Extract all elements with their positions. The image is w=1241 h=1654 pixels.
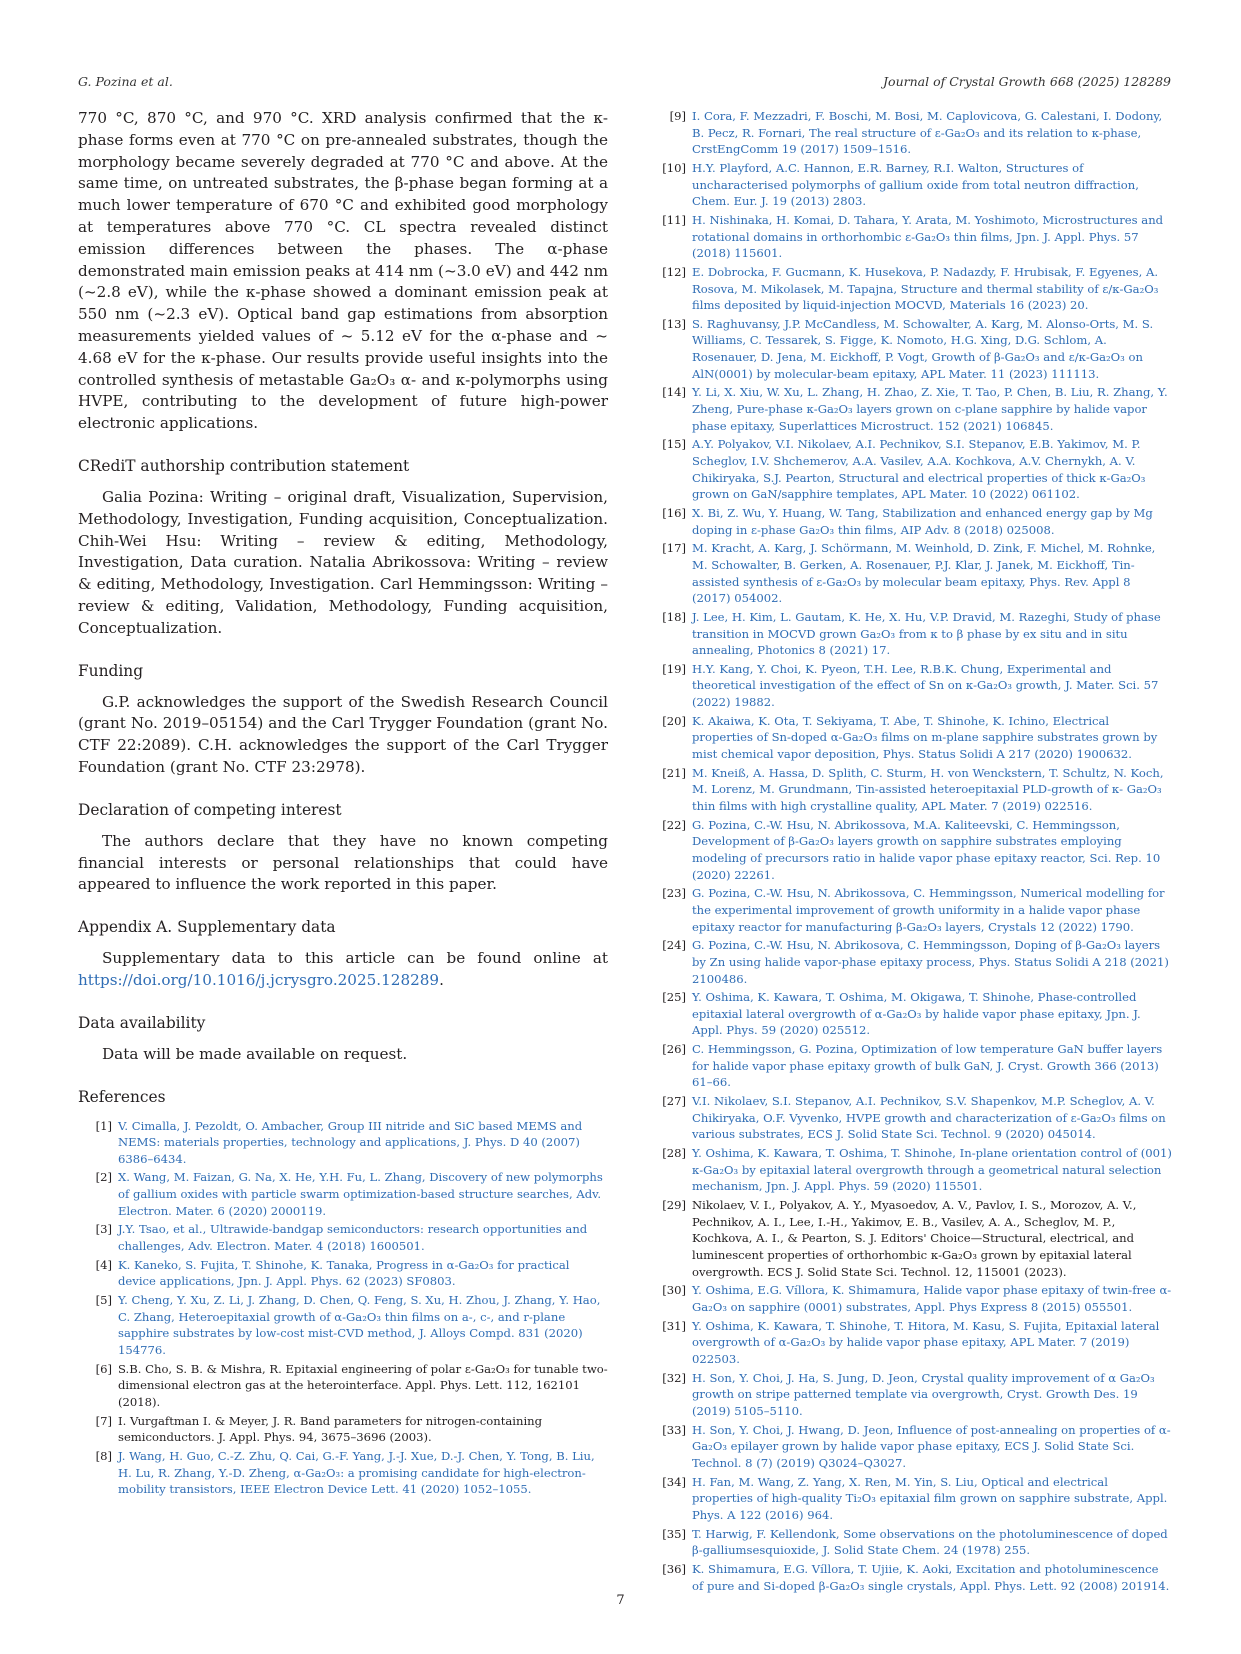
reference-text[interactable]: Y. Oshima, E.G. Víllora, K. Shimamura, Halide vapor phase epitaxy of twin-free α-Ga₂O₃ on sapphire (0001) substrates, Appl. Phys Express 8 (2015) 055501. <box>692 1283 1172 1314</box>
reference-text[interactable]: Y. Oshima, K. Kawara, T. Shinohe, T. Hitora, M. Kasu, S. Fujita, Epitaxial lateral overgrowth of α-Ga₂O₃ by halide vapor phase epitaxy, APL Mater. 7 (2019) 022503. <box>692 1318 1160 1366</box>
reference-number: [18] <box>662 609 686 624</box>
funding-heading: Funding <box>78 661 144 680</box>
reference-list-right <box>646 108 1172 1594</box>
reference-number: [4] <box>95 1257 112 1272</box>
reference-number: [11] <box>662 212 686 227</box>
reference-number: [13] <box>662 316 686 331</box>
availability-heading: Data availability <box>78 1013 206 1032</box>
reference-text[interactable]: H. Son, Y. Choi, J. Ha, S. Jung, D. Jeon, Crystal quality improvement of α Ga₂O₃ growth on stripe patterned template via overgrowth, Cryst. Growth Des. 19 (2019) 5105–5110. <box>692 1370 1155 1418</box>
running-head <box>78 74 1171 94</box>
reference-text[interactable]: K. Shimamura, E.G. Víllora, T. Ujiie, K. Aoki, Excitation and photoluminescence of pure and Si-doped β-Ga₂O₃ single crystals, Appl. Phys. Lett. 92 (2008) 201914. <box>692 1561 1170 1593</box>
reference-number: [30] <box>662 1283 686 1298</box>
reference-number: [25] <box>662 990 686 1005</box>
reference-item <box>78 1118 608 1168</box>
reference-text[interactable]: J. Wang, H. Guo, C.-Z. Zhu, Q. Cai, G.-F. Yang, J.-J. Xue, D.-J. Chen, Y. Tong, B. Liu, H. Lu, R. Zhang, Y.-D. Zheng, α-Ga₂O₃: a promising candidate for high-electron-mobility transistors, IEEE Electron Device Lett. 41 (2020) 1052–1055. <box>118 1449 595 1497</box>
appendix-text-body: Supplementary data to this article can be found online at <box>102 949 608 968</box>
reference-number: [14] <box>662 385 686 400</box>
reference-item <box>78 1257 608 1290</box>
reference-item <box>646 540 1172 606</box>
reference-item <box>646 1422 1172 1472</box>
credit-text: Galia Pozina: Writing – original draft, Visualization, Supervision, Methodology, Investigation, Funding acquisition, Conceptualization. Chih-Wei Hsu: Writing – review & editing, Methodology, Investigation, Data curation. Natalia Abrikossova: Writing – review & editing, Methodology, Investigation. Carl Hemmingsson: Writing – review & editing, Validation, Methodology, Funding acquisition, Conceptualization. <box>78 487 608 637</box>
reference-number: [35] <box>662 1526 686 1541</box>
reference-number: [2] <box>95 1170 112 1185</box>
reference-number: [22] <box>662 817 686 832</box>
reference-text[interactable]: V.I. Nikolaev, S.I. Stepanov, A.I. Pechnikov, S.V. Shapenkov, M.P. Scheglov, A. V. Chikiryaka, O.F. Vyvenko, HVPE growth and characterization of ε-Ga₂O₃ films on various substrates, ECS J. Solid State Sci. Technol. 9 (2020) 045014. <box>692 1094 1166 1142</box>
reference-text[interactable]: G. Pozina, C.-W. Hsu, N. Abrikossova, C. Hemmingsson, Numerical modelling for the experimental improvement of growth uniformity in a halide vapor phase epitaxy reactor for manufacturing β-Ga₂O₃ layers, Crystals 12 (2022) 1790. <box>692 886 1165 934</box>
reference-number: [16] <box>662 505 686 520</box>
reference-text: Nikolaev, V. I., Polyakov, A. Y., Myasoedov, A. V., Pavlov, I. S., Morozov, A. V., Pechnikov, A. I., Lee, I.-H., Yakimov, E. B., Vasilev, A. A., Scheglov, M. P., Kochkova, A. I., & Pearton, S. J. Editors' Choice—Structural, electrical, and luminescent properties of orthorhombic κ-Ga₂O₃ grown by epitaxial lateral overgrowth. ECS J. Solid State Sci. Technol. 12, 115001 (2023). <box>692 1198 1137 1279</box>
right-column <box>646 108 1172 1596</box>
references-heading: References <box>78 1087 166 1106</box>
reference-item <box>646 1093 1172 1143</box>
reference-number: [31] <box>662 1318 686 1333</box>
reference-text: I. Vurgaftman I. & Meyer, J. R. Band parameters for nitrogen-containing semiconductors. J. Appl. Phys. 94, 3675–3696 (2003). <box>118 1413 543 1445</box>
reference-text[interactable]: M. Kneiß, A. Hassa, D. Splith, C. Sturm, H. von Wenckstern, T. Schultz, N. Koch, M. Lorenz, M. Grundmann, Tin-assisted heteroepitaxial PLD-growth of κ- Ga₂O₃ thin films with high crystalline quality, APL Mater. 7 (2019) 022516. <box>692 765 1164 813</box>
conclusion-paragraph: 770 °C, 870 °C, and 970 °C. XRD analysis confirmed that the κ-phase forms even at 770 °C on pre-annealed substrates, though the morphology became severely degraded at 770 °C and above. At the same time, on untreated substrates, the β-phase began forming at a much lower temperature of 670 °C and exhibited good morphology at temperatures above 770 °C. CL spectra revealed distinct emission differences between the phases. The α-phase demonstrated main emission peaks at 414 nm (~3.0 eV) and 442 nm (~2.8 eV), while the κ-phase showed a dominant emission peak at 550 nm (~2.3 eV). Optical band gap estimations from absorption measurements yielded values of ~ 5.12 eV for the α-phase and ~ 4.68 eV for the κ-phase. Our results provide useful insights into the controlled synthesis of metastable Ga₂O₃ α- and κ-polymorphs using HVPE, contributing to the development of future high-power electronic applications. <box>78 109 608 433</box>
reference-text[interactable]: J. Lee, H. Kim, L. Gautam, K. He, X. Hu, V.P. Dravid, M. Razeghi, Study of phase transition in MOCVD grown Ga₂O₃ from κ to β phase by ex situ and in situ annealing, Photonics 8 (2021) 17. <box>692 609 1161 658</box>
reference-item <box>646 1145 1172 1195</box>
reference-text: S.B. Cho, S. B. & Mishra, R. Epitaxial engineering of polar ε-Ga₂O₃ for tunable two-dimensional electron gas at the heterointerface. Appl. Phys. Lett. 112, 162101 (2018). <box>118 1361 608 1409</box>
reference-text[interactable]: Y. Li, X. Xiu, W. Xu, L. Zhang, H. Zhao, Z. Xie, T. Tao, P. Chen, B. Liu, R. Zhang, Y. Zheng, Pure-phase κ-Ga₂O₃ layers grown on c-plane sapphire by halide vapor phase epitaxy, Superlattices Microstruct. 152 (2021) 106845. <box>692 385 1168 433</box>
availability-text: Data will be made available on request. <box>102 1044 408 1063</box>
reference-text[interactable]: E. Dobrocka, F. Gucmann, K. Husekova, P. Nadazdy, F. Hrubisak, F. Egyenes, A. Rosova, M. Mikolasek, M. Tapajna, Structure and thermal stability of ε/κ-Ga₂O₃ films deposited by liquid-injection MOCVD, Materials 16 (2023) 20. <box>692 264 1159 313</box>
reference-item <box>646 212 1172 262</box>
reference-number: [23] <box>662 886 686 901</box>
reference-item <box>78 1448 608 1498</box>
reference-text[interactable]: S. Raghuvansy, J.P. McCandless, M. Schowalter, A. Karg, M. Alonso-Orts, M. S. Williams, C. Tessarek, S. Figge, K. Nomoto, H.G. Xing, D.G. Schlom, A. Rosenauer, D. Jena, M. Eickhoff, P. Vogt, Growth of β-Ga₂O₃ and ε/κ-Ga₂O₃ on AlN(0001) by molecular-beam epitaxy, APL Mater. 11 (2023) 111113. <box>692 316 1154 381</box>
reference-text[interactable]: K. Kaneko, S. Fujita, T. Shinohe, K. Tanaka, Progress in α-Ga₂O₃ for practical device applications, Jpn. J. Appl. Phys. 62 (2023) SF0803. <box>118 1257 570 1289</box>
reference-item <box>646 1318 1172 1368</box>
reference-number: [15] <box>662 437 686 452</box>
reference-number: [12] <box>662 264 686 279</box>
reference-item <box>78 1169 608 1219</box>
reference-text[interactable]: M. Kracht, A. Karg, J. Schörmann, M. Weinhold, D. Zink, F. Michel, M. Rohnke, M. Schowalter, B. Gerken, A. Rosenauer, P.J. Klar, J. Janek, M. Eickhoff, Tin-assisted synthesis of ε-Ga₂O₃ by molecular beam epitaxy, Phys. Rev. Appl 8 (2017) 054002. <box>692 541 1156 606</box>
reference-number: [24] <box>662 938 686 953</box>
reference-item <box>646 1370 1172 1420</box>
appendix-text <box>78 948 608 992</box>
reference-item <box>646 1561 1172 1594</box>
reference-number: [20] <box>662 713 686 728</box>
reference-number: [6] <box>95 1361 112 1376</box>
reference-text[interactable]: G. Pozina, C.-W. Hsu, N. Abrikosova, C. Hemmingsson, Doping of β-Ga₂O₃ layers by Zn using halide vapor-phase epitaxy process, Phys. Status Solidi A 218 (2021) 2100486. <box>692 938 1169 986</box>
reference-list-left <box>78 1118 608 1498</box>
competing-text: The authors declare that they have no known competing financial interests or personal relationships that could have appeared to influence the work reported in this paper. <box>78 831 608 894</box>
reference-text[interactable]: X. Bi, Z. Wu, Y. Huang, W. Tang, Stabilization and enhanced energy gap by Mg doping in ε-phase Ga₂O₃ thin films, AIP Adv. 8 (2018) 025008. <box>692 505 1153 537</box>
reference-item <box>646 765 1172 815</box>
reference-number: [32] <box>662 1370 686 1385</box>
reference-text[interactable]: H.Y. Playford, A.C. Hannon, E.R. Barney, R.I. Walton, Structures of uncharacterised polymorphs of gallium oxide from total neutron diffraction, Chem. Eur. J. 19 (2013) 2803. <box>692 160 1139 209</box>
reference-number: [17] <box>662 541 686 556</box>
reference-number: [33] <box>662 1422 686 1437</box>
reference-text[interactable]: C. Hemmingsson, G. Pozina, Optimization of low temperature GaN buffer layers for halide vapor phase epitaxy growth of bulk GaN, J. Cryst. Growth 366 (2013) 61–66. <box>692 1042 1163 1090</box>
reference-text[interactable]: H.Y. Kang, Y. Choi, K. Pyeon, T.H. Lee, R.B.K. Chung, Experimental and theoretical investigation of the effect of Sn on κ-Ga₂O₃ growth, J. Mater. Sci. 57 (2022) 19882. <box>692 661 1159 710</box>
appendix-heading: Appendix A. Supplementary data <box>78 918 336 937</box>
reference-item <box>646 436 1172 502</box>
reference-number: [28] <box>662 1146 686 1161</box>
reference-item <box>646 264 1172 314</box>
reference-number: [5] <box>95 1293 112 1308</box>
reference-item <box>646 1282 1172 1315</box>
reference-item <box>646 817 1172 883</box>
running-head-authors: G. Pozina et al. <box>78 74 173 89</box>
reference-item <box>646 1526 1172 1559</box>
reference-text[interactable]: X. Wang, M. Faizan, G. Na, X. He, Y.H. Fu, L. Zhang, Discovery of new polymorphs of gallium oxides with particle swarm optimization-based structure searches, Adv. Electron. Mater. 6 (2020) 2000119. <box>118 1170 603 1218</box>
reference-number: [36] <box>662 1561 686 1576</box>
reference-text[interactable]: Y. Cheng, Y. Xu, Z. Li, J. Zhang, D. Chen, Q. Feng, S. Xu, H. Zhou, J. Zhang, Y. Hao, C. Zhang, Heteroepitaxial growth of α-Ga₂O₃ thin films on a-, c-, and r-plane sapphire substrates by low-cost mist-CVD method, J. Alloys Compd. 831 (2020) 154776. <box>118 1293 601 1357</box>
reference-number: [3] <box>95 1222 112 1237</box>
reference-text[interactable]: K. Akaiwa, K. Ota, T. Sekiyama, T. Abe, T. Shinohe, K. Ichino, Electrical properties of Sn-doped α-Ga₂O₃ films on m-plane sapphire substrates grown by mist chemical vapor deposition, Phys. Status Solidi A 217 (2020) 1900632. <box>692 713 1158 762</box>
reference-item <box>646 108 1172 158</box>
reference-item <box>646 989 1172 1039</box>
reference-item <box>78 1361 608 1411</box>
credit-heading: CRediT authorship contribution statement <box>78 456 410 475</box>
reference-item <box>646 661 1172 711</box>
reference-number: [29] <box>662 1198 686 1213</box>
left-column <box>78 108 608 1500</box>
doi-link[interactable]: https://doi.org/10.1016/j.jcrysgro.2025.128289 <box>78 970 440 989</box>
reference-item <box>646 1197 1172 1280</box>
reference-number: [8] <box>95 1449 112 1464</box>
reference-item <box>646 160 1172 210</box>
reference-text[interactable]: Y. Oshima, K. Kawara, T. Oshima, M. Okigawa, T. Shinohe, Phase-controlled epitaxial lateral overgrowth of α-Ga₂O₃ by halide vapor phase epitaxy, Jpn. J. Appl. Phys. 59 (2020) 025512. <box>692 990 1141 1038</box>
page-number: 7 <box>616 1593 625 1608</box>
reference-item <box>646 384 1172 434</box>
reference-text[interactable]: V. Cimalla, J. Pezoldt, O. Ambacher, Group III nitride and SiC based MEMS and NEMS: materials properties, technology and applications, J. Phys. D 40 (2007) 6386–6434. <box>118 1118 583 1166</box>
reference-text[interactable]: T. Harwig, F. Kellendonk, Some observations on the photoluminescence of doped β-galliumsesquioxide, J. Solid State Chem. 24 (1978) 255. <box>692 1526 1168 1558</box>
reference-item <box>646 609 1172 659</box>
reference-item <box>78 1292 608 1358</box>
competing-heading: Declaration of competing interest <box>78 800 342 819</box>
reference-item <box>646 1041 1172 1091</box>
reference-text[interactable]: Y. Oshima, K. Kawara, T. Oshima, T. Shinohe, In-plane orientation control of (001) κ-Ga₂O₃ by epitaxial lateral overgrowth through a geometrical natural selection mechanism, Jpn. J. Appl. Phys. 59 (2020) 115501. <box>692 1146 1172 1194</box>
reference-item <box>646 316 1172 382</box>
reference-item <box>646 713 1172 763</box>
funding-text: G.P. acknowledges the support of the Swedish Research Council (grant No. 2019–05154) and the Carl Trygger Foundation (grant No. CTF 22:2089). C.H. acknowledges the support of the Carl Trygger Foundation (grant No. CTF 23:2978). <box>78 692 608 776</box>
reference-number: [26] <box>662 1042 686 1057</box>
reference-number: [19] <box>662 661 686 676</box>
reference-item <box>646 937 1172 987</box>
running-head-journal: Journal of Crystal Growth 668 (2025) 128289 <box>883 74 1171 89</box>
reference-text[interactable]: A.Y. Polyakov, V.I. Nikolaev, A.I. Pechnikov, S.I. Stepanov, E.B. Yakimov, M. P. Scheglov, I.V. Shchemerov, A.A. Vasilev, A.A. Kochkova, A.V. Chernykh, A. V. Chikiryaka, S.J. Pearton, Structural and electrical properties of thick κ-Ga₂O₃ grown on GaN/sapphire templates, APL Mater. 10 (2022) 061102. <box>692 437 1146 502</box>
reference-text[interactable]: H. Nishinaka, H. Komai, D. Tahara, Y. Arata, M. Yoshimoto, Microstructures and rotational domains in orthorhombic ε-Ga₂O₃ thin films, Jpn. J. Appl. Phys. 57 (2018) 115601. <box>692 212 1164 261</box>
reference-item <box>78 1221 608 1254</box>
reference-text[interactable]: G. Pozina, C.-W. Hsu, N. Abrikossova, M.A. Kaliteevski, C. Hemmingsson, Development of β-Ga₂O₃ layers growth on sapphire substrates employing modeling of precursors ratio in halide vapor phase epitaxy reactor, Sci. Rep. 10 (2020) 22261. <box>692 817 1161 882</box>
reference-number: [10] <box>662 160 686 175</box>
reference-text[interactable]: J.Y. Tsao, et al., Ultrawide-bandgap semiconductors: research opportunities and challenges, Adv. Electron. Mater. 4 (2018) 1600501. <box>118 1222 588 1254</box>
reference-item <box>646 505 1172 538</box>
reference-text[interactable]: H. Son, Y. Choi, J. Hwang, D. Jeon, Influence of post-annealing on properties of α-Ga₂O₃ epilayer grown by halide vapor phase epitaxy, ECS J. Solid State Sci. Technol. 8 (7) (2019) Q3024–Q3027. <box>692 1422 1171 1470</box>
reference-number: [1] <box>95 1118 112 1133</box>
reference-text[interactable]: H. Fan, M. Wang, Z. Yang, X. Ren, M. Yin, S. Liu, Optical and electrical properties of high-quality Ti₂O₃ epitaxial film grown on sapphire substrate, Appl. Phys. A 122 (2016) 964. <box>692 1474 1168 1522</box>
reference-number: [21] <box>662 765 686 780</box>
reference-number: [27] <box>662 1094 686 1109</box>
reference-text[interactable]: I. Cora, F. Mezzadri, F. Boschi, M. Bosi, M. Caplovicova, G. Calestani, I. Dodony, B. Pecz, R. Fornari, The real structure of ε-Ga₂O₃ and its relation to κ-phase, CrstEngComm 19 (2017) 1509–1516. <box>692 109 1163 157</box>
reference-item <box>646 1474 1172 1524</box>
reference-item <box>78 1413 608 1446</box>
reference-item <box>646 885 1172 935</box>
appendix-text-tail: . <box>439 970 444 989</box>
reference-number: [7] <box>95 1413 112 1428</box>
reference-number: [9] <box>669 109 686 123</box>
reference-number: [34] <box>662 1474 686 1489</box>
